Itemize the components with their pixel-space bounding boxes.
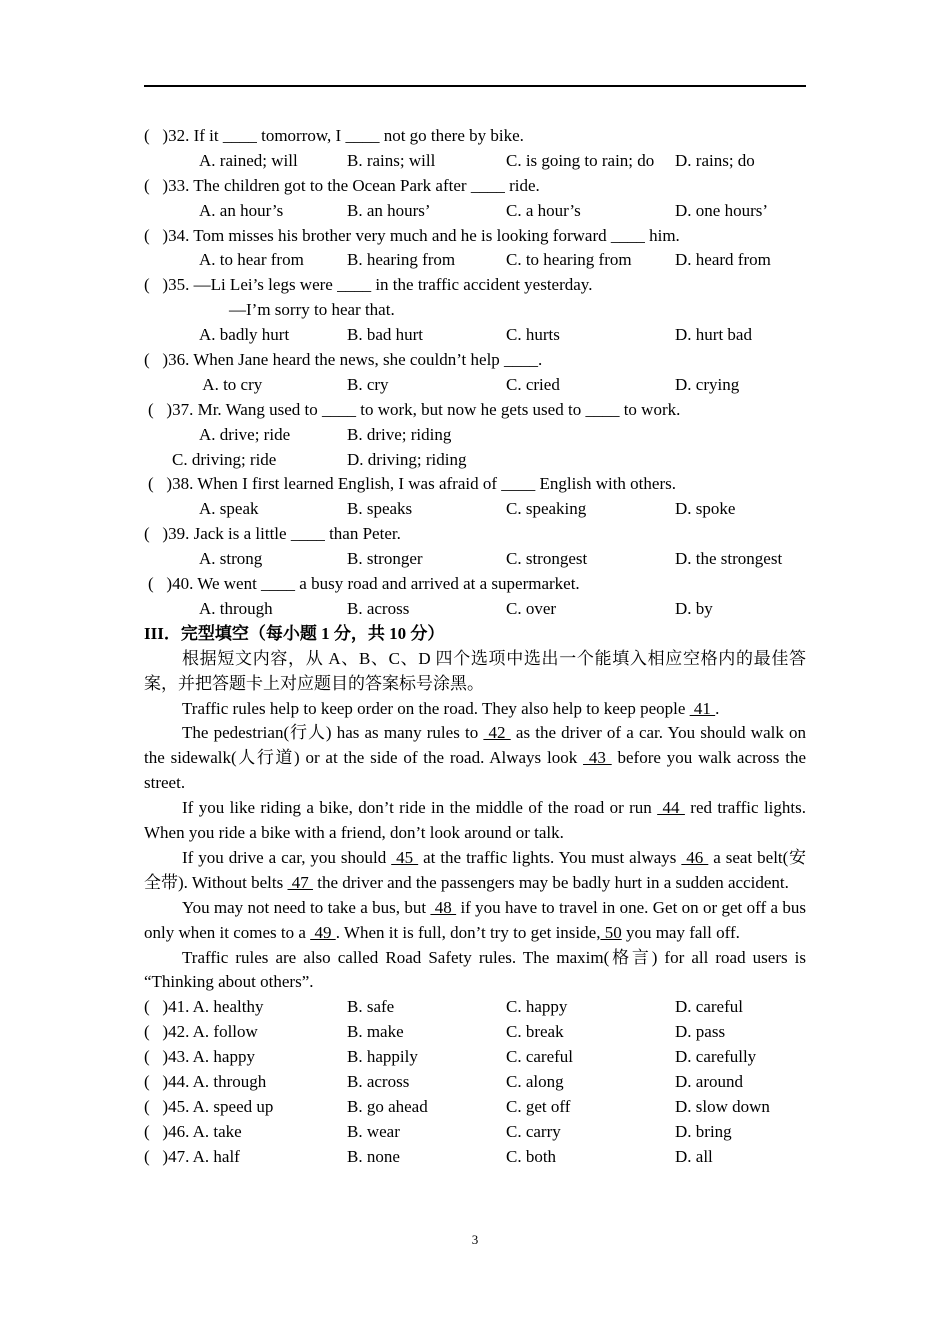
option-item: C. over (506, 598, 557, 618)
option-item: D. the strongest (675, 549, 783, 569)
cloze-option: ( )47. A. half (144, 1146, 240, 1166)
cloze-option: ( )41. A. healthy (144, 997, 264, 1017)
cloze-option: D. careful (675, 997, 743, 1017)
option-item: A. rained; will (199, 150, 298, 170)
cloze-question-row (144, 1095, 806, 1120)
header-rule (144, 85, 806, 87)
blank-45: 45 (391, 847, 419, 867)
option-item: D. spoke (675, 499, 736, 519)
blank-47: 47 (287, 872, 313, 892)
option-item: A. to cry (199, 374, 263, 394)
cloze-question-row (144, 1120, 806, 1145)
option-item: A. strong (199, 549, 263, 569)
option-item: B. drive; riding (347, 424, 452, 444)
option-row (144, 248, 806, 273)
blank-41: 41 (689, 698, 716, 718)
option-row (144, 597, 806, 622)
option-item: D. hurt bad (675, 325, 752, 345)
cloze-question-row (144, 995, 806, 1020)
cloze-option: C. both (506, 1146, 557, 1166)
page-content (144, 124, 806, 1170)
option-row (144, 149, 806, 174)
question-stem: ( )37. Mr. Wang used to ____ to work, but now he gets used to ____ to work. (148, 399, 681, 419)
option-item: B. an hours’ (347, 200, 431, 220)
blank-43: 43 (583, 748, 612, 768)
blank-44: 44 (657, 798, 685, 818)
cloze-option: B. wear (347, 1121, 400, 1141)
cloze-option: B. make (347, 1022, 404, 1042)
option-item: B. speaks (347, 499, 413, 519)
question-stem: ( )39. Jack is a little ____ than Peter. (144, 524, 401, 544)
cloze-paragraph-5: You may not need to take a bus, but 48 if you have to travel in one. Get on or get off a bus only when it comes to a 49 . When it is full, don’t try to get inside, 50 you may fall off. (144, 897, 806, 942)
cloze-option: ( )46. A. take (144, 1121, 242, 1141)
option-item: B. hearing from (347, 250, 456, 270)
option-item: B. rains; will (347, 150, 436, 170)
option-item: C. a hour’s (506, 200, 581, 220)
option-item: A. speak (199, 499, 259, 519)
question-stem: ( )38. When I first learned English, I was afraid of ____ English with others. (148, 474, 676, 494)
blank-49: 49 (310, 922, 336, 942)
option-item: B. bad hurt (347, 325, 424, 345)
cloze-option: D. carefully (675, 1047, 757, 1067)
cloze-option: D. around (675, 1072, 743, 1092)
cloze-section-title: III．完型填空（每小题 1 分，共 10 分） (144, 623, 445, 643)
option-item: D. driving; riding (347, 449, 467, 469)
cloze-option: D. bring (675, 1121, 732, 1141)
question-stem: ( )40. We went ____ a busy road and arrived at a supermarket. (148, 574, 580, 594)
option-item: D. crying (675, 374, 740, 394)
cloze-option: C. carry (506, 1121, 561, 1141)
option-row (144, 323, 806, 348)
cloze-option: D. all (675, 1146, 713, 1166)
cloze-option: D. pass (675, 1022, 726, 1042)
cloze-questions (144, 995, 806, 1169)
cloze-paragraph-1: Traffic rules help to keep order on the road. They also help to keep people 41 . (182, 698, 720, 718)
option-item: C. driving; ride (172, 449, 277, 469)
question-stem: ( )32. If it ____ tomorrow, I ____ not go there by bike. (144, 126, 524, 145)
cloze-option: B. across (347, 1072, 410, 1092)
option-row (144, 423, 806, 448)
cloze-option: C. along (506, 1072, 564, 1092)
option-item: D. heard from (675, 250, 771, 270)
cloze-option: D. slow down (675, 1096, 770, 1116)
question-stem: ( )34. Tom misses his brother very much and he is looking forward ____ him. (144, 225, 680, 245)
cloze-option: B. go ahead (347, 1096, 428, 1116)
cloze-instruction: 根据短文内容，从 A、B、C、D 四个选项中选出一个能填入相应空格内的最佳答案，并把答题卡上对应题目的答案标号涂黑。 (144, 648, 806, 693)
option-item: A. badly hurt (199, 325, 290, 345)
cloze-option: ( )45. A. speed up (144, 1096, 274, 1116)
cloze-option: B. safe (347, 997, 395, 1017)
cloze-question-row (144, 1020, 806, 1045)
question-stem: ( )33. The children got to the Ocean Park after ____ ride. (144, 175, 540, 195)
cloze-option: C. happy (506, 997, 568, 1017)
cloze-question-row (144, 1045, 806, 1070)
option-item: C. cried (506, 374, 560, 394)
option-item: A. through (199, 598, 273, 618)
option-item: A. drive; ride (199, 424, 291, 444)
cloze-option: C. get off (506, 1096, 571, 1116)
cloze-option: B. none (347, 1146, 400, 1166)
question-stem: ( )36. When Jane heard the news, she couldn’t help ____. (144, 350, 543, 370)
option-row (144, 373, 806, 398)
cloze-paragraph-4: If you drive a car, you should 45 at the traffic lights. You must always 46 a seat belt(安全带). Without belts 47 the driver and the passengers may be badly hurt in a sudden accident. (144, 847, 807, 892)
cloze-question-row (144, 1070, 806, 1095)
option-item: C. to hearing from (506, 250, 632, 270)
question-extra-line: —I’m sorry to hear that. (229, 300, 395, 320)
option-row (144, 199, 806, 224)
blank-46: 46 (681, 847, 709, 867)
multiple-choice-section (144, 124, 806, 622)
option-item: B. across (347, 598, 410, 618)
option-item: C. strongest (506, 549, 588, 569)
option-item: D. by (675, 598, 713, 618)
cloze-option: C. break (506, 1022, 564, 1042)
page-number: 3 (471, 1232, 479, 1247)
blank-50: 50 (600, 922, 622, 942)
option-item: A. an hour’s (199, 200, 284, 220)
option-item: C. hurts (506, 325, 560, 345)
option-row (144, 448, 806, 473)
cloze-paragraph-2: The pedestrian(行人) has as many rules to 42 as the driver of a car. You should walk on the sidewalk(人行道) or at the side of the road. Always look 43 before you walk across the street. (144, 723, 807, 793)
cloze-option: ( )44. A. through (144, 1072, 267, 1092)
cloze-paragraph-3: If you like riding a bike, don’t ride in the middle of the road or run 44 red traffic lights. When you ride a bike with a friend, don’t look around or talk. (144, 798, 806, 843)
option-item: B. stronger (347, 549, 423, 569)
question-stem: ( )35. —Li Lei’s legs were ____ in the traffic accident yesterday. (144, 275, 593, 295)
cloze-option: C. careful (506, 1047, 574, 1067)
option-item: C. speaking (506, 499, 587, 519)
cloze-option: B. happily (347, 1047, 418, 1067)
cloze-question-row (144, 1145, 806, 1170)
option-row (144, 497, 806, 522)
option-item: D. one hours’ (675, 200, 769, 220)
option-item: D. rains; do (675, 150, 755, 170)
option-item: A. to hear from (199, 250, 304, 270)
blank-48: 48 (430, 897, 457, 917)
cloze-option: ( )42. A. follow (144, 1022, 258, 1042)
blank-42: 42 (483, 723, 511, 743)
option-item: C. is going to rain; do (506, 150, 655, 170)
option-item: B. cry (347, 374, 389, 394)
cloze-paragraph-6: Traffic rules are also called Road Safety rules. The maxim(格言) for all road users is “Thinking about others”. (144, 947, 806, 992)
option-row (144, 547, 806, 572)
cloze-option: ( )43. A. happy (144, 1047, 255, 1067)
